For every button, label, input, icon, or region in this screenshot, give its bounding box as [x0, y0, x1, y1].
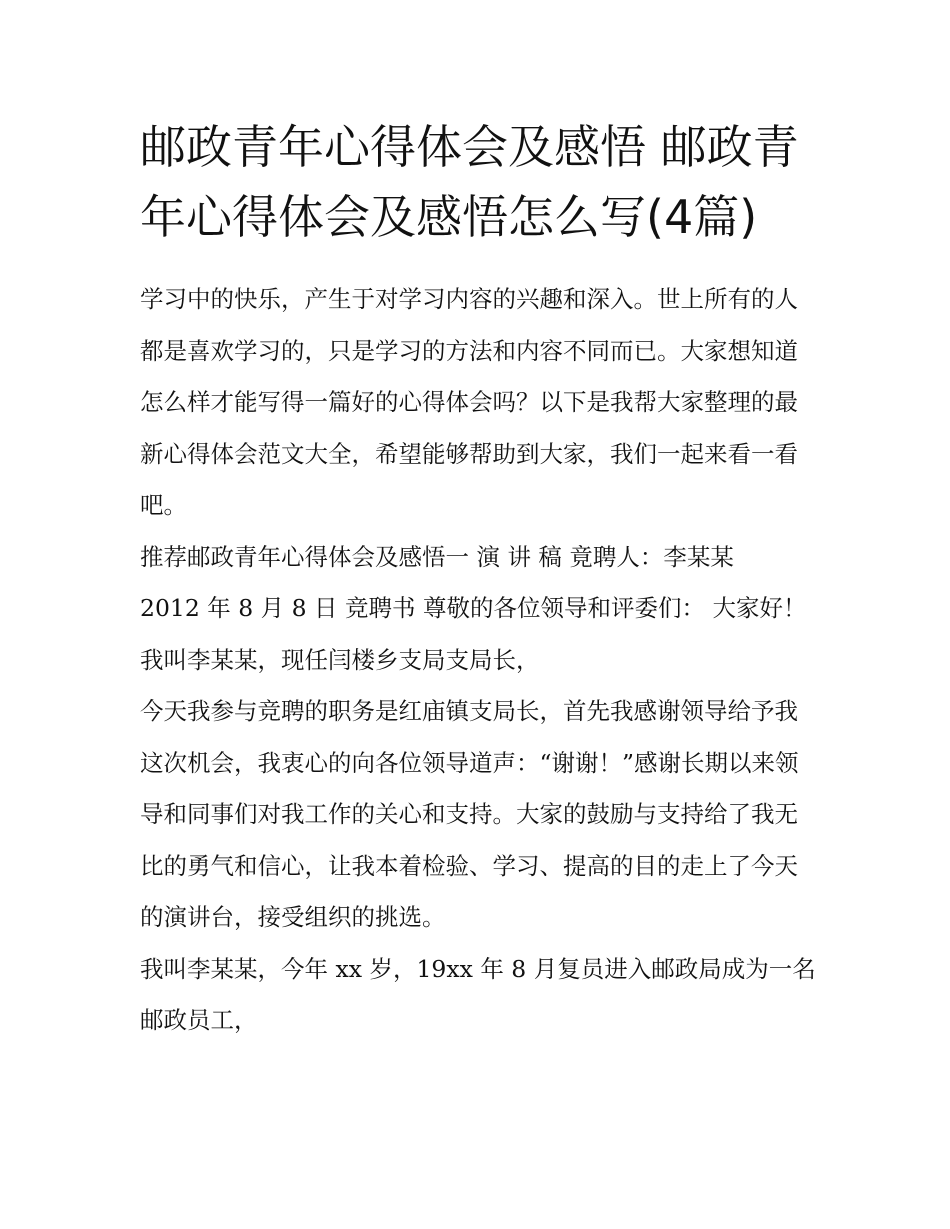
paragraph-date-salutation: 2012 年 8 月 8 日 竞聘书 尊敬的各位领导和评委们： 大家好！: [140, 594, 807, 622]
paragraph-intro: 学习中的快乐，产生于对学习内容的兴趣和深入。世上所有的人都是喜欢学习的，只是学习的方法和内容不同而已。大家想知道怎么样才能写得一篇好的心得体会吗？以下是我帮大家整理的最新心得体会范文大全，希望能够帮助到大家，我们一起来看一看吧。: [140, 285, 798, 519]
paragraph-background: 我叫李某某，今年 xx 岁，19xx 年 8 月复员进入邮政局成为一名邮政员工，: [140, 954, 816, 1034]
paragraph-recommend-heading: 推荐邮政青年心得体会及感悟一 演 讲 稿 竟聘人：李某某: [140, 542, 734, 571]
document-body: [140, 112, 820, 1047]
document-title: 邮政青年心得体会及感悟 邮政青年心得体会及感悟怎么写(4篇): [140, 120, 799, 244]
paragraph-self-intro: 我叫李某某，现任闫楼乡支局支局长，: [140, 645, 540, 674]
paragraph-thanks: 今天我参与竞聘的职务是红庙镇支局长，首先我感谢领导给予我这次机会，我衷心的向各位领导道声：“谢谢！”感谢长期以来领导和同事们对我工作的关心和支持。大家的鼓励与支持给了我无比的勇气和信心，让我本着检验、学习、提高的目的走上了今天的演讲台，接受组织的挑选。: [140, 697, 799, 931]
